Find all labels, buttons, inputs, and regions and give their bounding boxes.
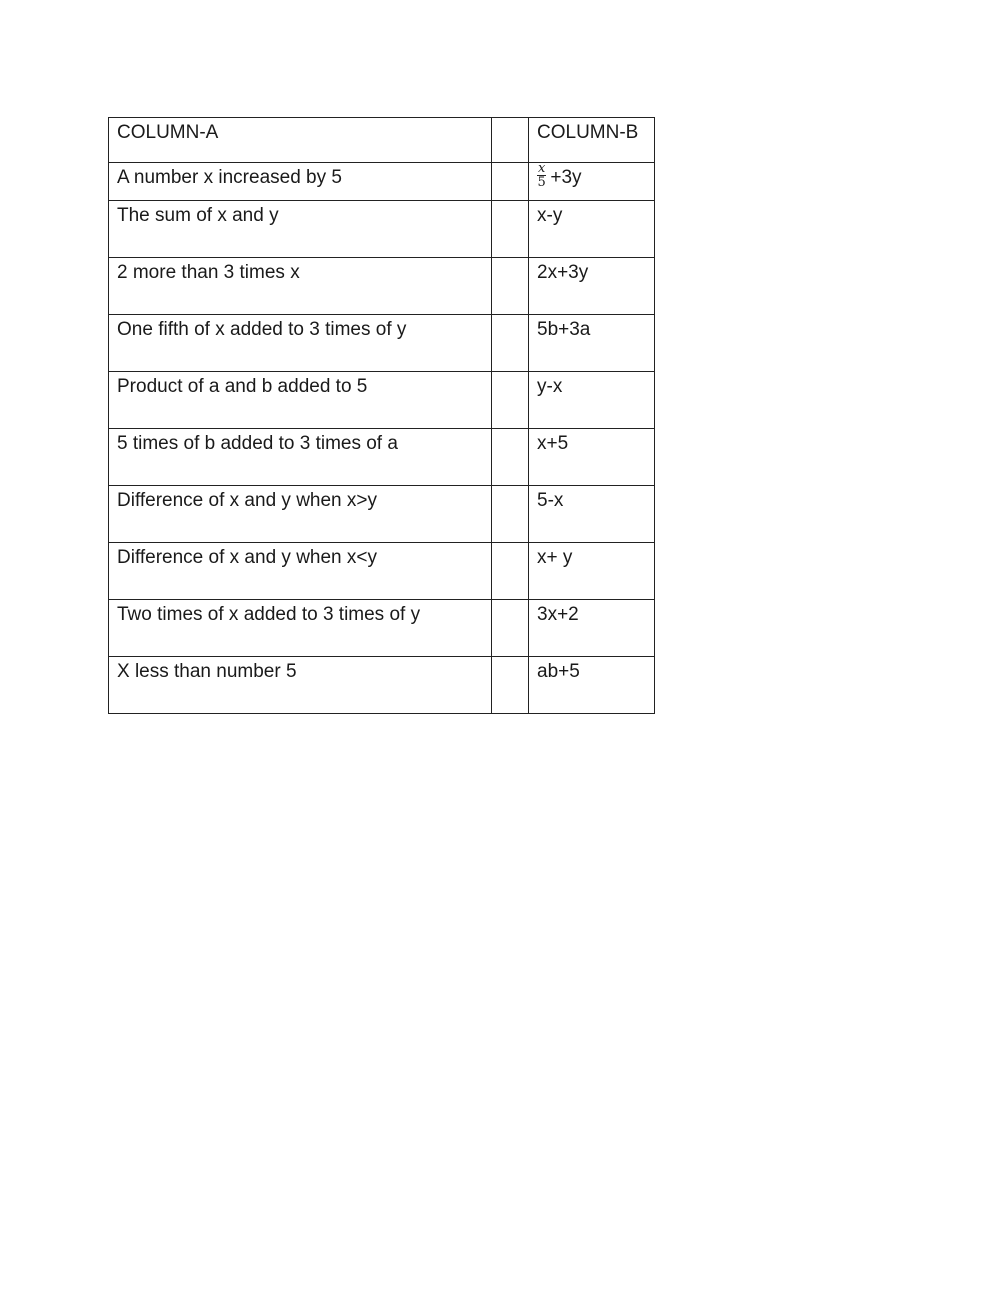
fraction-denominator: 5 bbox=[537, 175, 546, 191]
blank-cell bbox=[492, 429, 529, 486]
table-row bbox=[109, 258, 655, 315]
column-a-cell: The sum of x and y bbox=[109, 201, 492, 258]
blank-cell bbox=[492, 486, 529, 543]
column-b-cell bbox=[529, 163, 655, 201]
table-header-row bbox=[109, 118, 655, 163]
column-a-cell: Two times of x added to 3 times of y bbox=[109, 600, 492, 657]
expression-suffix: +3y bbox=[550, 167, 582, 188]
column-a-cell: Product of a and b added to 5 bbox=[109, 372, 492, 429]
blank-cell bbox=[492, 543, 529, 600]
column-b-cell: 5-x bbox=[529, 486, 655, 543]
column-b-cell: x+5 bbox=[529, 429, 655, 486]
column-a-cell: One fifth of x added to 3 times of y bbox=[109, 315, 492, 372]
fraction-numerator: x bbox=[538, 162, 546, 177]
column-a-cell: Difference of x and y when x>y bbox=[109, 486, 492, 543]
column-a-cell: A number x increased by 5 bbox=[109, 163, 492, 201]
column-b-cell: y-x bbox=[529, 372, 655, 429]
column-a-cell: Difference of x and y when x<y bbox=[109, 543, 492, 600]
fraction bbox=[537, 163, 546, 190]
column-b-cell: x-y bbox=[529, 201, 655, 258]
blank-cell bbox=[492, 118, 529, 163]
blank-cell bbox=[492, 258, 529, 315]
column-b-cell: ab+5 bbox=[529, 657, 655, 714]
blank-cell bbox=[492, 372, 529, 429]
blank-cell bbox=[492, 657, 529, 714]
column-b-header: COLUMN-B bbox=[529, 118, 655, 163]
column-a-cell: 2 more than 3 times x bbox=[109, 258, 492, 315]
column-b-cell: x+ y bbox=[529, 543, 655, 600]
column-b-cell: 5b+3a bbox=[529, 315, 655, 372]
table-row bbox=[109, 600, 655, 657]
table-row bbox=[109, 543, 655, 600]
matching-table bbox=[108, 117, 655, 714]
table-row bbox=[109, 163, 655, 201]
column-b-cell: 2x+3y bbox=[529, 258, 655, 315]
table-row bbox=[109, 201, 655, 258]
blank-cell bbox=[492, 163, 529, 201]
blank-cell bbox=[492, 600, 529, 657]
column-a-header: COLUMN-A bbox=[109, 118, 492, 163]
blank-cell bbox=[492, 201, 529, 258]
table-row bbox=[109, 315, 655, 372]
column-a-cell: 5 times of b added to 3 times of a bbox=[109, 429, 492, 486]
table-row bbox=[109, 372, 655, 429]
table-row bbox=[109, 657, 655, 714]
column-b-cell: 3x+2 bbox=[529, 600, 655, 657]
table-row bbox=[109, 486, 655, 543]
blank-cell bbox=[492, 315, 529, 372]
table-row bbox=[109, 429, 655, 486]
column-a-cell: X less than number 5 bbox=[109, 657, 492, 714]
